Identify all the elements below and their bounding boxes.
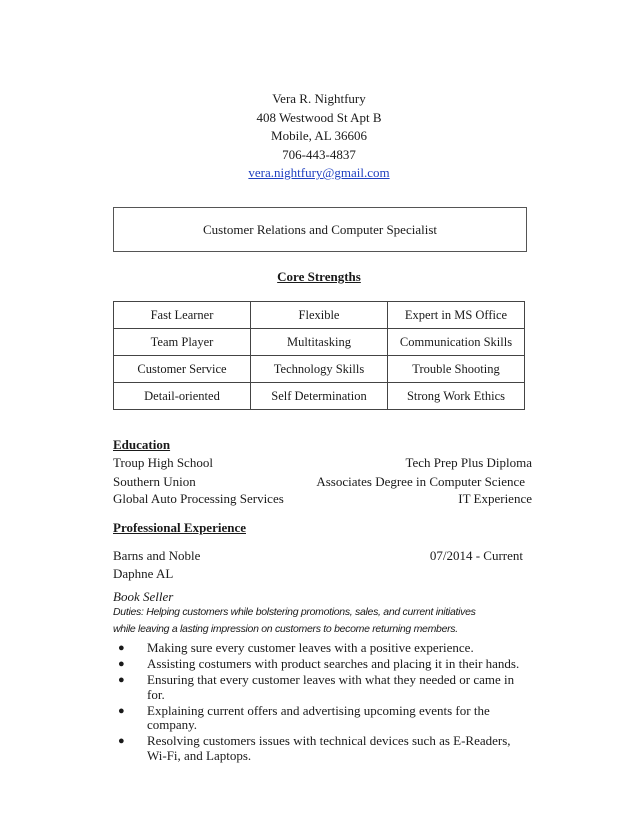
strength-cell: Technology Skills	[251, 356, 388, 383]
strength-cell: Detail-oriented	[114, 383, 251, 410]
strength-cell: Self Determination	[251, 383, 388, 410]
degree-name: Tech Prep Plus Diploma	[405, 455, 532, 470]
bullet-icon: ●	[118, 735, 125, 747]
degree-name: IT Experience	[458, 491, 532, 506]
core-strengths-heading: Core Strengths	[277, 269, 361, 284]
email-link[interactable]: vera.nightfury@gmail.com	[248, 165, 390, 180]
job-duties	[113, 604, 533, 638]
job-location: Daphne AL	[113, 566, 174, 581]
table-row	[114, 302, 525, 329]
education-heading: Education	[113, 437, 171, 452]
bullet-icon: ●	[118, 704, 125, 717]
bullet-icon: ●	[118, 674, 125, 686]
objective-text: Customer Relations and Computer Specialist	[203, 221, 437, 237]
school-name: Global Auto Processing Services	[113, 491, 284, 506]
responsibilities-list	[113, 641, 533, 765]
list-item	[113, 673, 533, 702]
contact-block	[0, 90, 638, 183]
core-strengths-table	[113, 301, 525, 410]
list-item	[113, 734, 533, 763]
strength-cell: Team Player	[114, 329, 251, 356]
bullet-text: Ensuring that every customer leaves with what they needed or came in for.	[147, 672, 515, 702]
strength-cell: Fast Learner	[114, 302, 251, 329]
bullet-icon: ●	[118, 642, 125, 654]
bullet-text: Resolving customers issues with technical devices such as E-Readers, Wi-Fi, and Laptops.	[147, 733, 511, 763]
experience-heading: Professional Experience	[113, 520, 246, 535]
address-line-2: Mobile, AL 36606	[271, 128, 367, 143]
list-item	[113, 704, 533, 733]
table-row	[114, 356, 525, 383]
address-line-1: 408 Westwood St Apt B	[256, 109, 382, 125]
education-item	[113, 474, 533, 490]
job-header	[113, 548, 523, 564]
strength-cell: Customer Service	[114, 356, 251, 383]
bullet-text: Assisting costumers with product searches and placing it in their hands.	[147, 656, 520, 671]
duties-line: Duties: Helping customers while bolstering promotions, sales, and current initiatives	[113, 606, 476, 618]
list-item	[113, 657, 533, 672]
school-name: Southern Union	[113, 474, 196, 489]
list-item	[113, 641, 533, 656]
bullet-text: Making sure every customer leaves with a positive experience.	[147, 640, 474, 655]
duties-line: while leaving a lasting impression on customers to become returning members.	[113, 623, 458, 635]
degree-name: Associates Degree in Computer Science	[316, 474, 525, 489]
employer-name: Barns and Noble	[113, 548, 201, 563]
education-item	[113, 455, 532, 471]
bullet-icon: ●	[118, 658, 125, 670]
table-row	[114, 329, 525, 356]
applicant-name: Vera R. Nightfury	[272, 91, 366, 106]
strength-cell: Expert in MS Office	[388, 302, 525, 329]
education-item	[113, 491, 532, 507]
table-row	[114, 383, 525, 410]
strength-cell: Strong Work Ethics	[388, 383, 525, 410]
strength-cell: Multitasking	[251, 329, 388, 356]
bullet-text: Explaining current offers and advertising upcoming events for the company.	[147, 702, 490, 732]
phone-number: 706-443-4837	[282, 146, 356, 162]
strength-cell: Trouble Shooting	[388, 356, 525, 383]
school-name: Troup High School	[113, 455, 213, 470]
strength-cell: Flexible	[251, 302, 388, 329]
strength-cell: Communication Skills	[388, 329, 525, 356]
job-dates: 07/2014 - Current	[429, 548, 523, 563]
objective-box	[113, 207, 527, 252]
job-title: Book Seller	[113, 589, 174, 604]
